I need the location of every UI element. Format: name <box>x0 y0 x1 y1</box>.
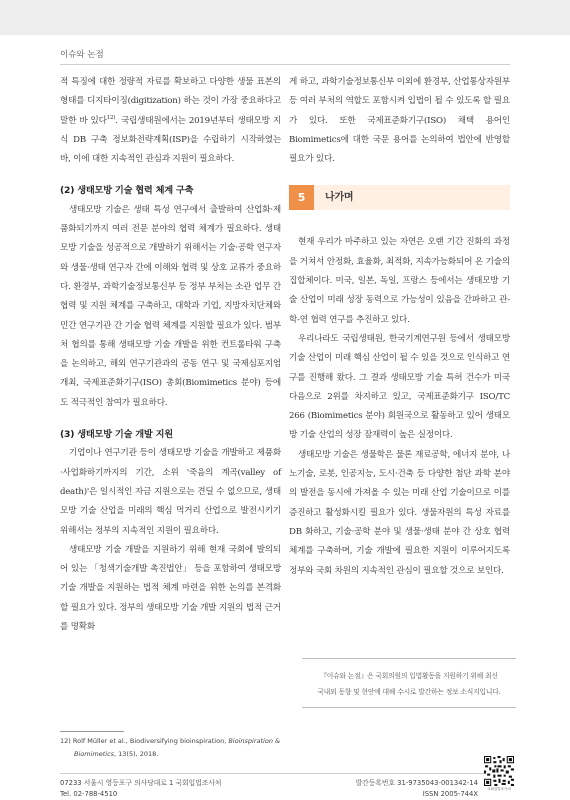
footnote: 12) Rolf Müller et al., Biodiversifying bioinspiration, Bioinspiration & Biomimetics, 13(5), 2018. <box>60 737 281 758</box>
footer-publication-info <box>356 778 478 800</box>
subsection-heading-2: (2) 생태모방 기술 협력 체계 구축 <box>60 185 194 197</box>
registration-number: 발간등록번호 31-9735043-001342-14 <box>355 779 478 787</box>
qr-code-icon[interactable] <box>484 756 514 786</box>
right-paragraph-1: 게 하고, 과학기술정보통신부 이외에 환경부, 산업통상자원부 등 여러 부처의 역할도 포함시켜 입법이 될 수 있도록 할 필요가 있다. 또한 국제표준화기구(ISO) 채택 용어인 Biomimetics에 대한 국문 용어를 논의하여 법안에 반영할 필요가 있다. <box>289 77 510 165</box>
section-title: 나가며 <box>325 192 354 204</box>
left-paragraph-2: 생태모방 기술은 생태 특성 연구에서 출발하여 산업화·제품화되기까지 여러 전문 분야의 협력 체계가 필요하다. 생태모방 기술을 성공적으로 개발하기 위해서는 기술·공학 연구자와 생물·생태 연구자 간에 이해와 협력 및 상호 교류가 중요하다. 환경부, 과학기술정보통신부 등 정부 부처는 소관 업무 간 협력 및 지원 체계를 구축하고, 대학과 기업, 지방자치단체와 민간 연구기관 간 기술 협력 체계를 지원할 필요가 있다. 범부처 협의를 통해 생태모방 기술 개발을 위한 컨트롤타워 구축을 논의하고, 해외 연구기관과의 공동 연구 및 국제심포지엄 개최, 국제표준화기구(ISO) 총회(Biomimetics 분야) 등에도 적극적인 참여가 필요하다. <box>60 204 281 408</box>
header-band <box>0 0 570 35</box>
header-divider <box>60 64 510 65</box>
qr-caption: 국회입법조사처 <box>487 787 511 791</box>
right-paragraph-2: 현재 우리가 마주하고 있는 자연은 오랜 기간 진화의 과정을 거쳐서 안정화, 효율화, 최적화, 지속가능화되어 온 기술의 집합체이다. 미국, 일본, 독일, 프랑스 등에서는 생태모방 기술 산업이 미래 성장 동력으로 가능성이 있음을 간파하고 관-학-연 협력 연구를 추진하고 있다. <box>289 237 510 325</box>
address-line: 07233 서울시 영등포구 의사당대로 1 국회입법조사처 <box>60 779 222 787</box>
issn-number: ISSN 2005-744X <box>422 790 478 798</box>
subsection-heading-3: (3) 생태모방 기술 개발 지원 <box>60 429 173 441</box>
right-column <box>289 73 510 581</box>
footnote-divider <box>60 731 124 732</box>
left-paragraph-4: 생태모방 기술 개발을 지원하기 위해 현재 국회에 발의되어 있는 「청색기술개발 촉진법안」 등을 포함하여 생태모방 기술 개발을 지원하는 법적 체계 마련을 위한 논의를 본격화할 필요가 있다. 정부의 생태모방 기술 개발 지원의 법적 근거를 명확화 <box>60 544 281 633</box>
notice-line-2: 국내외 동향 및 현안에 대해 수시로 발간하는 정보 소식지입니다. <box>317 688 501 696</box>
notice-line-1: 『이슈와 논점』은 국회의원의 입법활동을 지원하기 위해 최신 <box>320 672 498 680</box>
publication-notice <box>302 658 516 708</box>
right-paragraph-3: 우리나라도 국립생태원, 한국기계연구원 등에서 생태모방 기술 산업이 미래 핵심 산업이 될 수 있을 것으로 인식하고 연구를 진행해 왔다. 그 결과 생태모방 기술 특허 건수가 미국 다음으로 2위를 차지하고 있고, 국제표준화기구 ISO/TC 266 (Biomimetics 분야) 회원국으로 활동하고 있어 생태모방 기술 산업의 성장 잠재력이 높은 실정이다. <box>289 333 510 441</box>
footer-divider <box>60 773 510 774</box>
section-number-badge: 5 <box>289 185 314 210</box>
left-column <box>60 73 281 637</box>
section-tag: 이슈와 논점 <box>60 50 104 60</box>
footer-address <box>60 778 222 800</box>
left-paragraph-3: 기업이나 연구기관 등이 생태모방 기술을 개발하고 제품화·사업화하기까지의 기간, 소위 '죽음의 계곡(valley of death)'은 일시적인 자금 지원으로는 견딜 수 없으므로, 생태모방 기술 산업을 미래의 핵심 먹거리 산업으로 발전시키기 위해서는 정부의 지속적인 지원이 필요하다. <box>60 448 281 536</box>
right-paragraph-4: 생태모방 기술은 생물학은 물론 재료공학, 에너지 분야, 나노기술, 로봇, 인공지능, 도시·건축 등 다양한 첨단 과학 분야의 발전을 동시에 가져올 수 있는 미래 산업 기술이므로 이를 증진하고 활성화시킬 필요가 있다. 생물자원의 특성 자료를 DB 화하고, 기술·공학 분야 및 생물·생태 분야 간 상호 협력 체계를 구축하며, 기술 개발에 필요한 지원이 이루어지도록 정부와 국회 차원의 지속적인 관심이 필요할 것으로 보인다. <box>289 449 510 576</box>
section-heading-5 <box>289 185 510 210</box>
footnote-ref[interactable]: 12) <box>106 114 116 121</box>
telephone-line: Tel. 02-788-4510 <box>60 790 118 798</box>
left-paragraph-1: 적 특징에 대한 정량적 자료를 확보하고 다양한 생물 표본의 형태를 디지타이징(digitization) 하는 것이 가장 중요하다고 말한 바 있다$^{12)}$. 국립생태원에서는 2019년부터 생태모방 지식 DB 구축 정보화전략계획(ISP)을 수립하기 시작하였는 바, 이에 대한 지속적인 관심과 지원이 필요하다. <box>60 77 281 165</box>
